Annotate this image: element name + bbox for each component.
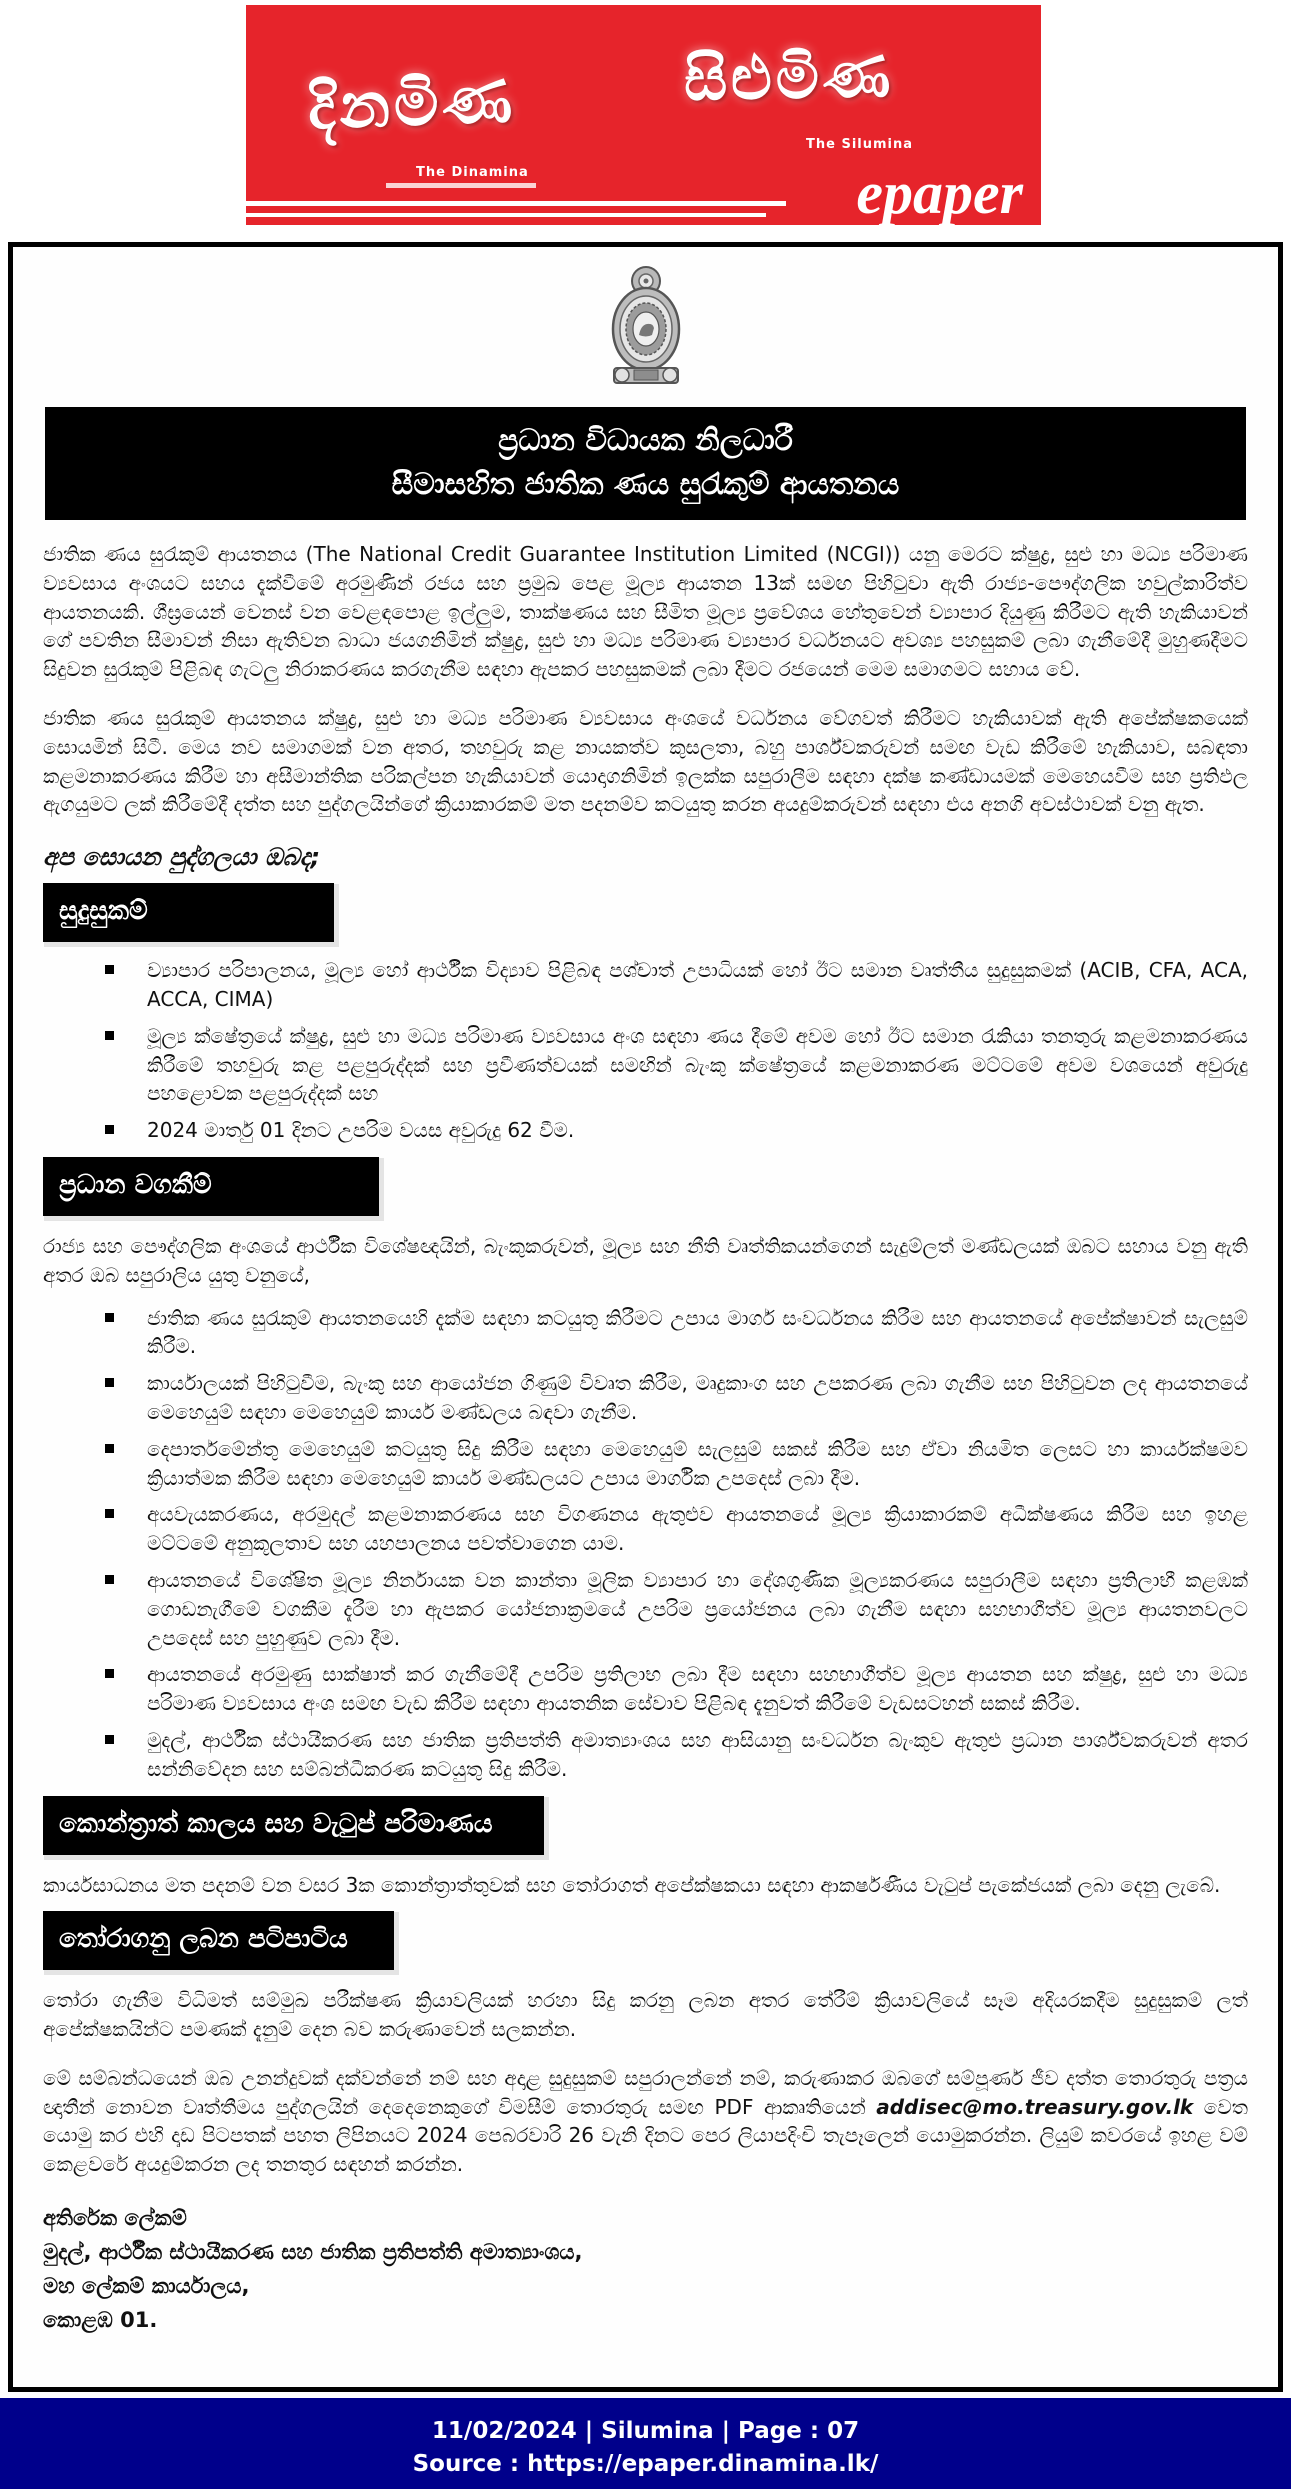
signatory-title: අතිරේක ලේකම්: [43, 2206, 187, 2231]
qualifications-list: [43, 956, 1248, 1145]
list-item: දෙපාර්තමේන්තු මෙහෙයුම් කටයුතු සිදු කිරීම සඳහා මෙහෙයුම් සැලසුම් සකස් කිරීම සහ ඒවා නියමිත ලෙසට හා කාර්යක්ෂමව ක්‍රියාත්මක කිරීම සඳහා මෙහෙයුම් කාර්ය මණ්ඩලයට උපාය මාර්ගික උපදෙස් ලබා දීම.: [43, 1435, 1248, 1493]
application-text-after-email: වෙත යොමු කර එහි දෘඩ පිටපතක් පහත ලිපිනයට 2024 පෙබරවාරි 26 වැනි දිනට පෙර ලියාපදිංචි තැපෑලෙන් යොමුකරන්න. ලියුම් කවරයේ ඉහළ වම් කෙළවරේ අයදුම්කරන ලද තනතුර සඳහන් කරන්න.: [43, 2094, 1248, 2177]
contract-paragraph: කාර්යසාධනය මත පදනම් වන වසර 3ක කොන්ත්‍රාත්තුවක් සහ තෝරාගත් අපේක්ෂකයා සඳහා ආකර්ෂණීය වැටුප් පැකේජයක් ලබා දෙනු ලැබේ.: [43, 1872, 1221, 1897]
city: කොළඹ 01.: [43, 2308, 158, 2333]
post-title: ප්‍රධාන විධායක නිලධාරී: [498, 423, 793, 458]
epaper-banner: [246, 5, 1041, 225]
list-item: ජාතික ණය සුරැකුම් ආයතනයෙහි දැක්ම සඳහා කටයුතු කිරීමට උපාය මාර්ග සංවර්ධනය කිරීම සහ ආයතනයේ අපේක්ෂාවන් සැලසුම් කිරීම.: [43, 1304, 1248, 1362]
list-item: ආයතනයේ විශේෂිත මූල්‍ය නිර්නායක වන කාන්තා මූලික ව්‍යාපාර හා දේශගුණික මූල්‍යකරණය සපුරාලීම සඳහා ප්‍රතිලාභී කළඹක් ගොඩනැගීමේ වගකීම දැරීම හා ඇපකර යෝජනාක්‍රමයේ උපරිම ප්‍රයෝජනය ලබා ගැනීම සඳහා සහභාගීත්ව මූල්‍ය ආයතනවලට උපදෙස් සහ පුහුණුව ලබා දීම.: [43, 1566, 1248, 1652]
list-item: කාර්යාලයක් පිහිටුවීම, බැංකු සහ ආයෝජන ගිණුම් විවෘත කිරීම, මෘදුකාංග සහ උපකරණ ලබා ගැනීම සහ පිහිටුවන ලද ආයතනයේ මෙහෙයුම් සඳහා මෙහෙයුම් කාර්ය මණ්ඩලය බඳවා ගැනීම.: [43, 1369, 1248, 1427]
intro-paragraph-2: ජාතික ණය සුරැකුම් ආයතනය ක්ෂුද්‍ර, සුළු හා මධ්‍ය පරිමාණ ව්‍යවසාය අංශයේ වර්ධනය වේගවත් කිරීමට හැකියාවක් ඇති අපේක්ෂකයෙක් සොයමින් සිටී. මෙය නව සමාගමක් වන අතර, තහවුරු කළ නායකත්ව කුසලතා, බහු පාර්ශ්වකරුවන් සමඟ වැඩ කිරීමේ හැකියාව, සබඳතා කළමනාකරණය කිරීම හා අසීමාන්තික පරිකල්පන හැකියාවන් යොදාගනිමින් ඉලක්ක සපුරාලීම සඳහා දක්ෂ කණ්ඩායමක් මෙහෙයවීම සහ ප්‍රතිඵල ඇගයුමට ලක් කිරීමේදී දත්ත සහ පුද්ගලයින්ගේ ක්‍රියාකාරකම් මත පදනම්ව කටයුතු කරන අයදුම්කරුවන් සඳහා එය අනගි අවස්ථාවක් වනු ඇත.: [43, 705, 1248, 817]
selection-paragraph: තෝරා ගැනීම විධිමත් සම්මුඛ පරීක්ෂණ ක්‍රියාවලියක් හරහා සිදු කරනු ලබන අතර තේරීම් ක්‍රියාවලියේ සෑම අදියරකදීම සුදුසුකම් ලත් අපේක්ෂකයින්ට පමණක් දැනුම් දෙන බව කරුණාවෙන් සලකන්න.: [43, 1988, 1248, 2042]
contract-heading: කොන්ත්‍රාත් කාලය සහ වැටුප් පරිමාණය: [43, 1796, 544, 1855]
responsibilities-list: [43, 1304, 1248, 1784]
silumina-logo: සිළුමිණ: [683, 41, 895, 115]
banner-divider-rule: [246, 213, 766, 217]
responsibilities-heading: ප්‍රධාන වගකීම්: [43, 1157, 379, 1216]
footer-publication-line: 11/02/2024 | Silumina | Page : 07: [431, 2418, 860, 2444]
intro-paragraph-1: ජාතික ණය සුරැකුම් ආයතනය (The National Credit Guarantee Institution Limited (NCGI)) යනු මෙරට ක්ෂුද්‍ර, සුළු හා මධ්‍ය පරිමාණ ව්‍යවසාය අංශයට සහය දැක්වීමේ අරමුණින් රජය සහ ප්‍රමුඛ පෙළ මූල්‍ය ආයතන 13ක් සමඟ පිහිටුවා ඇති රාජ්‍ය-පෞද්ගලික හවුල්කාරිත්ව ආයතනයකි. ශීඝ්‍රයෙන් වෙනස් වන වෙළඳපොළ ඉල්ලුම, තාක්ෂණය සහ සීමිත මූල්‍ය ප්‍රවේශය හේතුවෙන් ව්‍යාපාර දියුණු කිරීමට ඇති හැකියාවන් ගේ පවතින සීමාවන් නිසා ඇතිවන බාධා ජයගනිමින් ක්ෂුද්‍ර, සුළු හා මධ්‍ය පරිමාණ ව්‍යාපාර වර්ධනයට අවශ්‍ය පහසුකම් ලබා ගැනීමේදී මුහුණදීමට සිදුවන සුරැකුම් පිළිබඳ ගැටලු නිරාකරණය කරගැනීම සඳහා ඇපකර පහසුකමක් ලබා දීමට රජයෙන් මෙම සමාගමට සහාය වේ.: [43, 542, 1248, 682]
list-item: ආයතනයේ අරමුණු සාක්ෂාත් කර ගැනීමේදී උපරිම ප්‍රතිලාභ ලබා දීම සඳහා සහභාගීත්ව මූල්‍ය ආයතන සහ ක්ෂුද්‍ර, සුළු හා මධ්‍ය පරිමාණ ව්‍යවසාය අංශ සමඟ වැඩ කිරීම සඳහා ආයතනික සේවාව පිළිබඳ දැනුවත් කිරීමේ වැඩසටහන් සකස් කිරීම.: [43, 1660, 1248, 1718]
selection-heading: තෝරාගනු ලබන පටිපාටිය: [43, 1911, 394, 1970]
responsibilities-intro: රාජ්‍ය සහ පෞද්ගලික අංශයේ ආර්ථීක විශේෂඥයින්, බැංකුකරුවන්, මූල්‍ය සහ නීති වෘත්තිකයන්ගෙන් සැදුම්ලත් මණ්ඩලයක් ඔබට සහාය වනු ඇති අතර ඔබ සපුරාලිය යුතු වනුයේ,: [43, 1233, 1248, 1287]
banner-divider-rule: [246, 201, 786, 206]
source-footer: [0, 2398, 1291, 2489]
vacancy-title-banner: [45, 407, 1246, 520]
seeking-heading: අප සොයන පුද්ගලයා ඔබද;: [43, 843, 321, 872]
application-paragraph: [43, 2064, 1248, 2179]
signature-block: [43, 2201, 1248, 2337]
epaper-wordmark: epaper: [856, 160, 1023, 225]
list-item: මූල්‍ය ක්ෂේත්‍රයේ ක්ෂුද්‍ර, සුළු හා මධ්‍ය පරිමාණ ව්‍යවසාය අංශ සඳහා ණය දීමේ අවම හෝ ඊට සමාන රැකියා තනතුරු කළමනාකරණය කිරීමේ තහවුරු කළ පළපුරුද්දක් සහ ප්‍රවීණත්වයක් සමඟින් බැංකු ක්ෂේත්‍රයේ කළමනාකරණ මට්ටමේ අවම වශයෙන් අවුරුදු පහළොවක පළපුරුද්දක් සහ: [43, 1022, 1248, 1108]
list-item: 2024 මාර්තු 01 දිනට උපරිම වයස අවුරුදු 62 වීම.: [43, 1116, 1248, 1145]
list-item: මුදල්, ආර්ථීක ස්ථායීකරණ සහ ජාතික ප්‍රතිපත්ති අමාත්‍යාංශය සහ ආසියානු සංවර්ධන බැංකුව ඇතුළු ප්‍රධාන පාර්ශ්වකරුවන් අතර සන්නිවේදන සහ සම්බන්ධීකරණ කටයුතු සිදු කිරීම.: [43, 1726, 1248, 1784]
dinamina-logo-subtitle: The Dinamina: [416, 165, 529, 180]
qualifications-heading: සුදුසුකම්: [43, 883, 334, 942]
advert-frame: [8, 242, 1283, 2392]
sri-lanka-emblem-icon: [43, 265, 1248, 395]
application-text-before-email: මේ සම්බන්ධයෙන් ඔබ උනන්දුවක් දක්වන්නේ නම් සහ අදාළ සුදුසුකම් සපුරාලන්නේ නම්, කරුණාකර ඔබගේ සම්පූර්ණ ජීව දත්ත තොරතුරු පත්‍රය ඥාතීන් නොවන වෘත්තීමය පුද්ගලයින් දෙදෙනෙකුගේ විමසීම් තොරතුරු සමඟ PDF ආකෘතියෙන්: [43, 2065, 1248, 2119]
ministry-name: මුදල්, ආර්ථීක ස්ථායීකරණ සහ ජාතික ප්‍රතිපත්ති අමාත්‍යාංශය,: [43, 2240, 583, 2265]
office-name: මහ ලේකම් කාර්යාලය,: [43, 2274, 250, 2299]
dinamina-tagline-rule: [386, 183, 536, 188]
application-email: addisec@mo.treasury.gov.lk: [876, 2094, 1194, 2119]
footer-source-url: Source : https://epaper.dinamina.lk/: [412, 2451, 879, 2478]
silumina-logo-subtitle: The Silumina: [806, 137, 914, 152]
dinamina-logo: දිනමිණ: [306, 63, 518, 144]
list-item: අයවැයකරණය, අරමුදල් කළමනාකරණය සහ විගණනය ඇතුළුව ආයතනයේ මූල්‍ය ක්‍රියාකාරකම් අධීක්ෂණය කිරීම සහ ඉහළ මට්ටමේ අනුකූලතාව සහ යහපාලනය පවත්වාගෙන යාම.: [43, 1500, 1248, 1558]
list-item: ව්‍යාපාර පරිපාලනය, මූල්‍ය හෝ ආර්ථීක විද්‍යාව පිළිබඳ පශ්චාත් උපාධියක් හෝ ඊට සමාන වෘත්තීය සුදුසුකමක් (ACIB, CFA, ACA, ACCA, CIMA): [43, 956, 1248, 1014]
institution-name: සීමාසහිත ජාතික ණය සුරැකුම් ආයතනය: [391, 466, 900, 502]
